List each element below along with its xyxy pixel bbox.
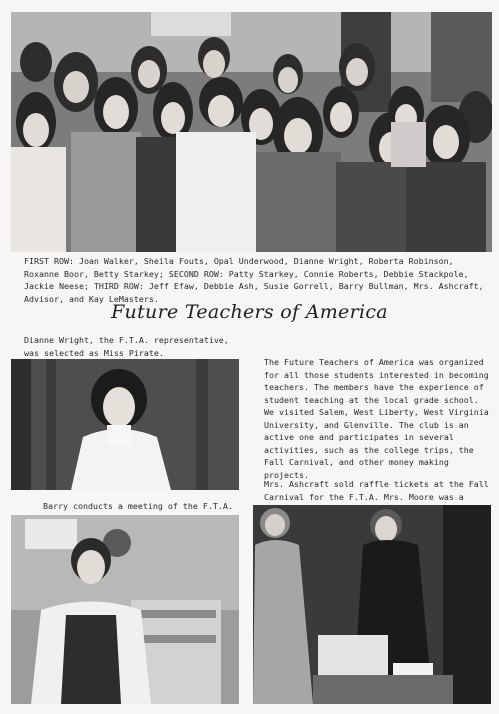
group-caption: FIRST ROW: Joan Walker, Sheila Fouts, Opal Underwood, Dianne Wright, Roberta Robinson, Roxanne Boor, Betty Starkey; SECOND ROW: Patty Starkey, Connie Roberts, Debbie Stackpole, Jackie Neese; THIRD ROW: Jeff Efaw, Debbie Ash, Susie Gorrell, Barry Bullman, Mrs. Ashcraft, Advisor, and Kay LeMasters.	[24, 256, 489, 304]
raffle-photo	[253, 505, 491, 704]
barry-photo	[11, 515, 239, 704]
body-paragraph: The Future Teachers of America was organized for all those students interested in becoming teachers. The members have the experience of student teaching at the local grade school. We visited Salem, West Liberty, West Virginia University, and Glenville. The club is an active one and participates in several activities, such as the college trips, the Fall Carnival, and other money making projects.	[264, 357, 494, 480]
group-photo	[11, 12, 492, 252]
raffle-caption: Mrs. Ashcraft sold raffle tickets at the Fall Carnival for the F.T.A. Mrs. Moore was a	[264, 479, 489, 502]
page-title: Future Teachers of America	[111, 301, 388, 323]
dianne-caption: Dianne Wright, the F.T.A. representative, was selected as Miss Pirate.	[24, 335, 234, 358]
dianne-photo	[11, 359, 239, 490]
barry-caption: Barry conducts a meeting of the F.T.A.	[43, 501, 233, 511]
